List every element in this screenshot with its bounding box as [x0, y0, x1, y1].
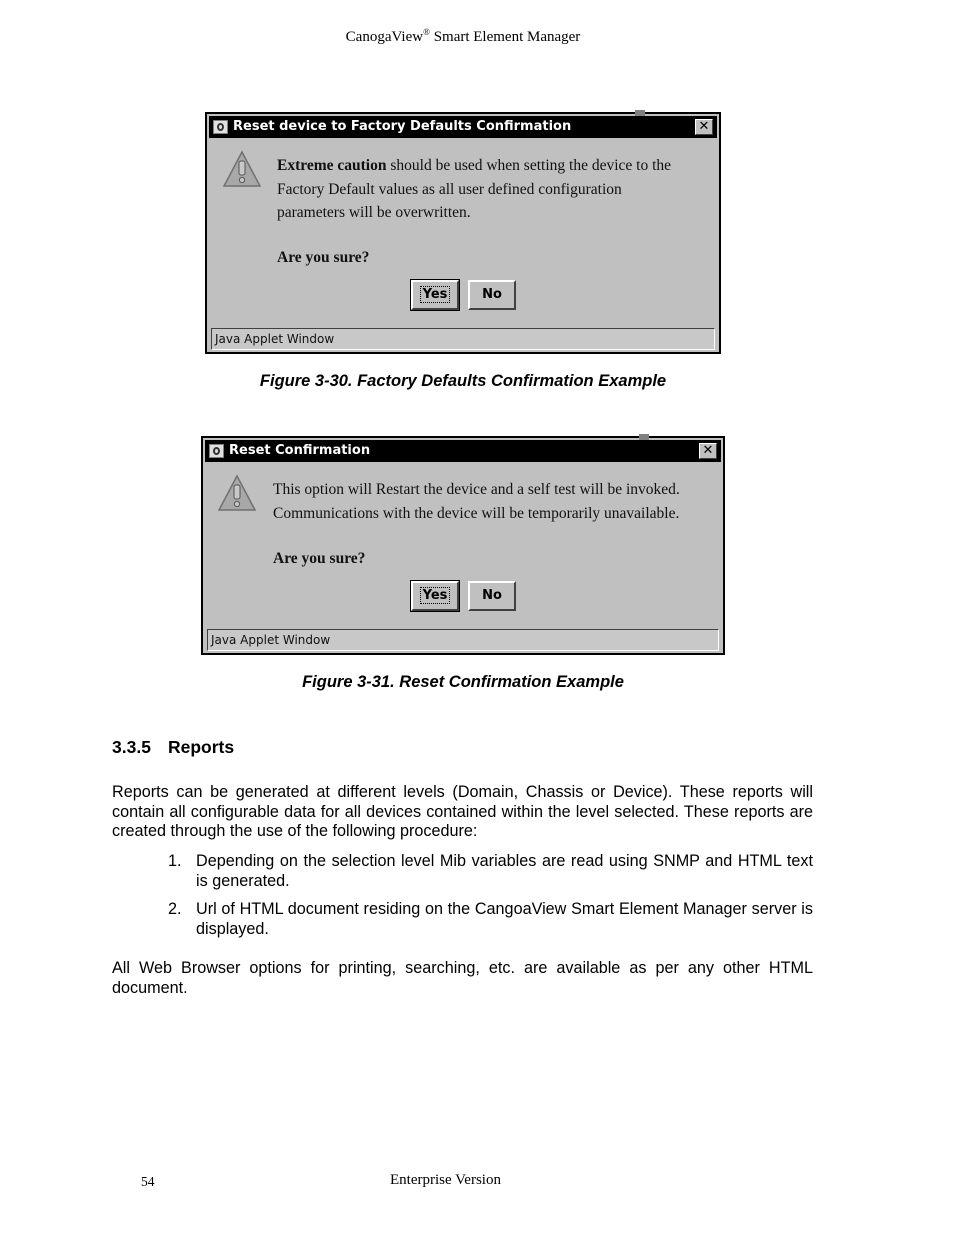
yes-button[interactable]: [411, 581, 459, 611]
close-button[interactable]: [699, 443, 717, 459]
section-heading: [112, 737, 234, 758]
close-icon: ✕: [702, 443, 714, 458]
list-marker: 2.: [168, 900, 182, 918]
message-emphasis: Extreme caution: [277, 157, 387, 174]
dialog-title: Reset device to Factory Defaults Confirmation: [233, 119, 572, 134]
dialog-titlebar[interactable]: [209, 116, 717, 138]
message-line-2: Communications with the device will be temporarily unavailable.: [273, 504, 680, 522]
section-title: Reports: [168, 737, 235, 757]
registered-mark: ®: [423, 27, 430, 37]
message-line-3: parameters will be overwritten.: [277, 204, 471, 221]
edition-label: Enterprise Version: [390, 1172, 501, 1188]
message-line-1: should be used when setting the device to the: [386, 157, 672, 174]
figure-caption-3-31: Figure 3-31. Reset Confirmation Example: [302, 673, 624, 691]
paragraph-browser-options: All Web Browser options for printing, searching, etc. are available as per any other HTML document.: [112, 959, 813, 997]
dialog-title: Reset Confirmation: [229, 443, 371, 458]
no-button[interactable]: [468, 280, 516, 310]
close-icon: ✕: [698, 119, 710, 134]
list-item: [168, 900, 813, 939]
list-text: Url of HTML document residing on the CangoaView Smart Element Manager server is displayed.: [196, 900, 813, 938]
header-title-rest: Smart Element Manager: [429, 29, 581, 45]
dialog-question: Are you sure?: [273, 550, 366, 567]
java-cup-icon: [213, 120, 228, 134]
factory-defaults-dialog: [205, 112, 721, 354]
list-marker: 1.: [168, 852, 182, 870]
yes-label: Yes: [420, 286, 451, 303]
header-title-main: CanogaView: [345, 29, 424, 45]
message-line-1: This option will Restart the device and a self test will be invoked.: [273, 481, 680, 498]
yes-button[interactable]: [411, 280, 459, 310]
message-line-2: Factory Default values as all user defined configuration: [277, 180, 622, 198]
yes-label: Yes: [420, 587, 451, 604]
status-bar: Java Applet Window: [207, 629, 719, 651]
page-number: 54: [141, 1174, 155, 1189]
running-header: [0, 27, 926, 46]
list-text: Depending on the selection level Mib variables are read using SNMP and HTML text is generated.: [196, 852, 813, 890]
dialog-question: Are you sure?: [277, 249, 370, 266]
section-number: 3.3.5: [112, 737, 151, 757]
dialog-message: [273, 478, 719, 525]
warning-triangle-icon: [222, 150, 262, 188]
close-button[interactable]: [695, 119, 713, 135]
figure-caption-3-30: Figure 3-30. Factory Defaults Confirmation Example: [259, 372, 667, 390]
reset-confirmation-dialog: [201, 436, 725, 655]
no-button[interactable]: [468, 581, 516, 611]
dialog-titlebar[interactable]: [205, 440, 721, 462]
no-label: No: [482, 287, 502, 302]
no-label: No: [482, 588, 502, 603]
java-cup-icon: [209, 444, 224, 458]
list-item: [168, 852, 813, 891]
status-bar: Java Applet Window: [211, 328, 715, 350]
warning-triangle-icon: [217, 474, 257, 512]
dialog-message: [277, 154, 717, 225]
paragraph-intro: Reports can be generated at different levels (Domain, Chassis or Device). These reports will contain all configurable data for all devices contained within the level selected. These reports are created through the use of the following procedure:: [112, 783, 813, 841]
